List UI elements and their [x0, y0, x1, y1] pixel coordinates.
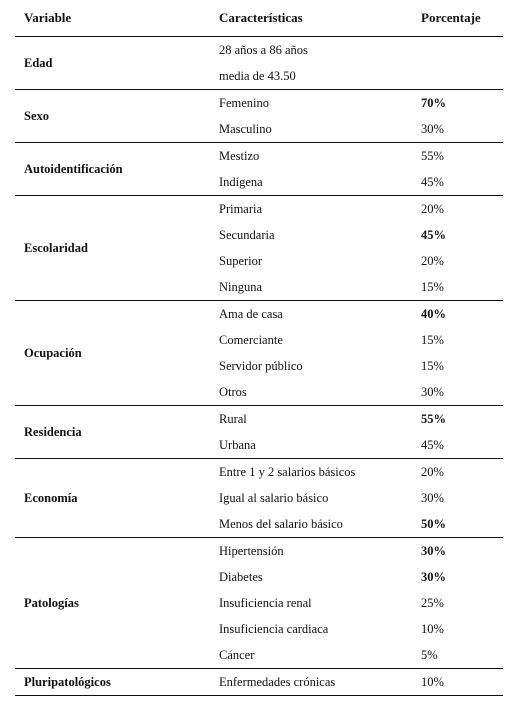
porcentaje-cell: 30%	[421, 384, 444, 399]
caracteristica-cell: 28 años a 86 años	[210, 37, 412, 64]
caracteristica-cell: Masculino	[219, 121, 272, 136]
porcentaje-cell	[412, 63, 503, 90]
porcentaje-cell: 20%	[421, 253, 444, 268]
caracteristica-cell: Menos del salario básico	[219, 516, 343, 531]
porcentaje-cell: 10%	[421, 621, 444, 636]
porcentaje-cell: 45%	[421, 437, 444, 452]
porcentaje-cell: 30%	[421, 569, 446, 584]
table-row	[15, 406, 503, 433]
caracteristica-cell: Entre 1 y 2 salarios básicos	[210, 459, 412, 486]
caracteristica-cell: Ninguna	[219, 279, 263, 294]
table-row	[15, 196, 503, 223]
header-caracteristicas: Características	[210, 0, 412, 37]
variable-cell: Escolaridad	[15, 196, 210, 301]
porcentaje-cell: 25%	[421, 595, 444, 610]
caracteristica-cell: Diabetes	[219, 569, 263, 584]
caracteristica-cell: Superior	[219, 253, 263, 268]
table-row	[15, 90, 503, 117]
variable-cell: Residencia	[15, 406, 210, 459]
table-header-row	[15, 0, 503, 37]
caracteristica-cell: Otros	[219, 384, 247, 399]
caracteristica-cell: Mestizo	[210, 143, 412, 170]
caracteristica-cell: Insuficiencia renal	[219, 595, 312, 610]
caracteristica-cell: Insuficiencia cardiaca	[219, 621, 329, 636]
variable-cell: Sexo	[15, 90, 210, 143]
porcentaje-cell	[412, 37, 503, 64]
table-row	[15, 538, 503, 565]
caracteristica-cell: Comerciante	[219, 332, 283, 347]
porcentaje-cell: 45%	[421, 174, 444, 189]
demographics-table-container	[15, 0, 503, 696]
variable-cell: Ocupación	[15, 301, 210, 406]
porcentaje-cell: 30%	[421, 121, 444, 136]
porcentaje-cell: 5%	[421, 647, 438, 662]
caracteristica-cell: Enfermedades crónicas	[210, 669, 412, 696]
table-row	[15, 669, 503, 696]
porcentaje-cell: 20%	[412, 459, 503, 486]
caracteristica-cell: Secundaria	[219, 227, 275, 242]
caracteristica-cell: Indígena	[219, 174, 263, 189]
caracteristica-cell: media de 43.50	[219, 68, 296, 83]
variable-cell: Autoidentificación	[15, 143, 210, 196]
caracteristica-cell: Femenino	[210, 90, 412, 117]
demographics-table	[15, 0, 503, 696]
porcentaje-cell: 15%	[421, 332, 444, 347]
porcentaje-cell: 20%	[412, 196, 503, 223]
table-row	[15, 37, 503, 64]
caracteristica-cell: Rural	[210, 406, 412, 433]
caracteristica-cell: Ama de casa	[210, 301, 412, 328]
caracteristica-cell: Urbana	[219, 437, 256, 452]
table-row	[15, 143, 503, 170]
caracteristica-cell: Servidor público	[219, 358, 303, 373]
caracteristica-cell: Igual al salario básico	[219, 490, 329, 505]
porcentaje-cell: 45%	[421, 227, 446, 242]
header-porcentaje: Porcentaje	[412, 0, 503, 37]
table-body	[15, 37, 503, 696]
porcentaje-cell: 30%	[412, 538, 503, 565]
porcentaje-cell: 50%	[421, 516, 446, 531]
porcentaje-cell: 15%	[421, 279, 444, 294]
porcentaje-cell: 10%	[412, 669, 503, 696]
variable-cell: Pluripatológicos	[15, 669, 210, 696]
caracteristica-cell: Primaria	[210, 196, 412, 223]
table-row	[15, 301, 503, 328]
caracteristica-cell: Cáncer	[219, 647, 255, 662]
porcentaje-cell: 15%	[421, 358, 444, 373]
porcentaje-cell: 30%	[421, 490, 444, 505]
header-variable: Variable	[15, 0, 210, 37]
porcentaje-cell: 40%	[412, 301, 503, 328]
caracteristica-cell: Hipertensión	[210, 538, 412, 565]
porcentaje-cell: 55%	[412, 143, 503, 170]
variable-cell: Edad	[15, 37, 210, 90]
table-row	[15, 459, 503, 486]
porcentaje-cell: 55%	[412, 406, 503, 433]
variable-cell: Economía	[15, 459, 210, 538]
variable-cell: Patologías	[15, 538, 210, 669]
porcentaje-cell: 70%	[412, 90, 503, 117]
